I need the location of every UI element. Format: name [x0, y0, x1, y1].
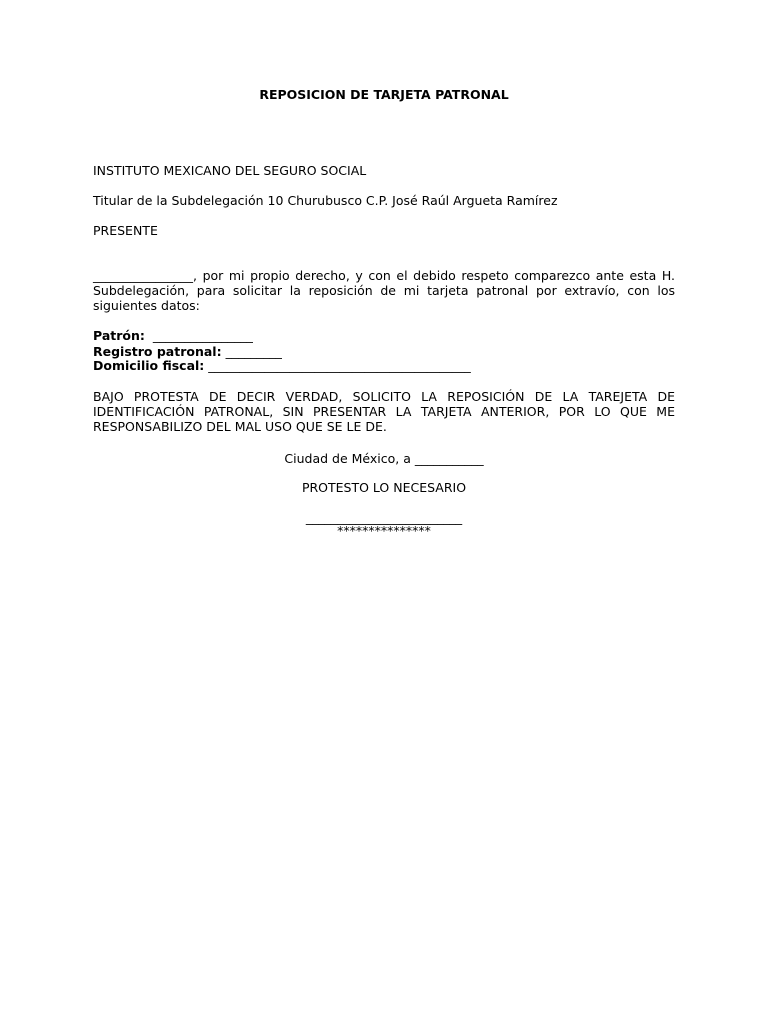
patron-blank: ________________ [152, 328, 253, 343]
signature-name: *************** [337, 523, 431, 538]
domicilio-label: Domicilio fiscal: [93, 358, 205, 373]
document-title: REPOSICION DE TARJETA PATRONAL [259, 87, 509, 102]
addressee-line: Titular de la Subdelegación 10 Churubusco C.P. José Raúl Argueta Ramírez [93, 193, 558, 208]
registro-label: Registro patronal: [93, 344, 222, 359]
domicilio-fiscal-field [93, 358, 471, 374]
body-paragraph: ________________, por mi propio derecho, y con el debido respeto comparezco ante esta H. Subdelegación, para solicitar la reposición de mi tarjeta patronal por extravío, con los siguientes datos: [93, 268, 675, 313]
registro-blank: _________ [225, 344, 282, 359]
domicilio-blank: __________________________________________ [208, 358, 471, 373]
presente-line: PRESENTE [93, 223, 158, 238]
city-date-line: Ciudad de México, a ___________ [284, 451, 484, 466]
protesto-line: PROTESTO LO NECESARIO [301, 480, 467, 495]
signature-line: _________________________ [305, 510, 463, 525]
declaration-paragraph: BAJO PROTESTA DE DECIR VERDAD, SOLICITO LA REPOSICIÓN DE LA TAREJETA DE IDENTIFICACIÓN PATRONAL, SIN PRESENTAR LA TARJETA ANTERIOR, POR LO QUE ME RESPONSABILIZO DEL MAL USO QUE SE LE DE. [93, 389, 675, 434]
patron-label: Patrón: [93, 328, 145, 343]
patron-field [93, 328, 253, 344]
institution-name: INSTITUTO MEXICANO DEL SEGURO SOCIAL [93, 163, 367, 178]
